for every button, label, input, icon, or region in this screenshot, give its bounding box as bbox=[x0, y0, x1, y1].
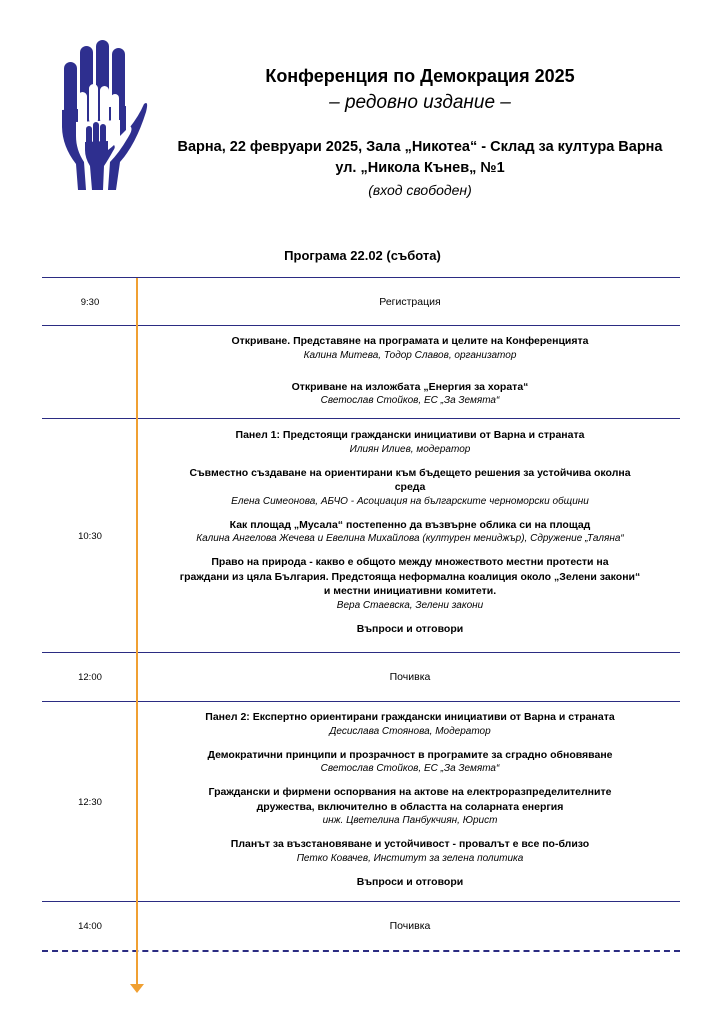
panel-2-section bbox=[142, 710, 678, 898]
panel-1-section bbox=[142, 428, 678, 645]
list-item bbox=[142, 622, 678, 637]
item-title: Планът за възстановяване и устойчивост - провалът е все по-близо bbox=[230, 838, 590, 850]
hands-logo-icon bbox=[56, 40, 148, 190]
time-label: 10:30 bbox=[78, 531, 102, 542]
item-title: Откриване на изложбата „Енергия за хората“ bbox=[291, 380, 529, 393]
time-label: 12:30 bbox=[78, 797, 102, 808]
list-item bbox=[142, 555, 678, 613]
list-item bbox=[142, 518, 678, 547]
item-speaker: Петко Ковачев, Институт за зелена политика bbox=[296, 852, 524, 864]
list-item bbox=[142, 785, 678, 828]
list-item bbox=[142, 837, 678, 866]
item-speaker: Светослав Стойков, ЕС „За Земята“ bbox=[320, 395, 500, 406]
item-title: Откриване. Представяне на програмата и целите на Конференцията bbox=[231, 335, 589, 347]
list-item bbox=[142, 428, 678, 457]
location-line-2: ул. „Никола Кънев„ №1 bbox=[335, 160, 505, 176]
item-title: Как площад „Мусала“ постепенно да възвърне облика си на площад bbox=[229, 518, 591, 531]
opening-section bbox=[142, 334, 678, 417]
list-item bbox=[142, 380, 678, 409]
item-title: Граждански и фирмени оспорвания на актове на електроразпределителните дружества, включително в областта на соларната енергия bbox=[208, 786, 612, 813]
item-speaker: Елена Симеонова, АБЧО - Асоциация на българските черноморски общини bbox=[231, 495, 589, 507]
item-speaker: Светослав Стойков, ЕС „За Земята“ bbox=[320, 763, 500, 774]
break-label: Почивка bbox=[389, 920, 431, 932]
item-title: Право на природа - какво е общото между множеството местни протести на граждани из цяла България. Предстояща неформална коалиция около „Зелени закони“ и местни инициативни комитети. bbox=[179, 556, 641, 597]
conference-title: Конференция по Демокрация 2025 bbox=[265, 66, 575, 86]
item-title: Панел 2: Експертно ориентирани граждански инициативи от Варна и страната bbox=[205, 711, 615, 723]
list-item bbox=[142, 710, 678, 739]
item-title: Демократични принципи и прозрачност в програмите за сградно обновяване bbox=[207, 748, 613, 761]
arrow-down-icon bbox=[130, 984, 144, 993]
qa-label: Въпроси и отговори bbox=[356, 875, 464, 888]
item-speaker: Калина Митева, Тодор Славов, организатор bbox=[303, 349, 517, 361]
time-label: 12:00 bbox=[78, 672, 102, 683]
time-label: 9:30 bbox=[80, 297, 100, 308]
item-speaker: Десислава Стоянова, Модератор bbox=[329, 725, 491, 737]
break-label: Почивка bbox=[389, 671, 431, 683]
location-line-1: Варна, 22 февруари 2025, Зала „Никотеа“ - Склад за култура Варна bbox=[177, 139, 663, 155]
item-title: Съвместно създаване на ориентирани към бъдещето решения за устойчива околна среда bbox=[189, 466, 631, 493]
item-title: Панел 1: Предстоящи граждански инициативи от Варна и страната bbox=[235, 429, 585, 441]
list-item bbox=[142, 748, 678, 777]
item-speaker: Илиян Илиев, модератор bbox=[349, 443, 471, 455]
time-label: 14:00 bbox=[78, 921, 102, 932]
list-item bbox=[142, 466, 678, 509]
item-speaker: инж. Цветелина Панбукчиян, Юрист bbox=[322, 815, 498, 826]
entry-note: (вход свободен) bbox=[368, 182, 472, 198]
item-speaker: Вера Стаевска, Зелени закони bbox=[336, 599, 484, 611]
program-title: Програма 22.02 (събота) bbox=[284, 248, 441, 263]
item-speaker: Калина Ангелова Жечева и Евелина Михайлова (културен мениджър), Сдружение „Таляна“ bbox=[196, 533, 624, 544]
timeline-line bbox=[136, 278, 138, 986]
list-item bbox=[142, 334, 678, 363]
list-item bbox=[142, 875, 678, 890]
conference-subtitle: – редовно издание – bbox=[329, 92, 511, 113]
registration-label: Регистрация bbox=[379, 296, 441, 308]
qa-label: Въпроси и отговори bbox=[356, 622, 464, 635]
